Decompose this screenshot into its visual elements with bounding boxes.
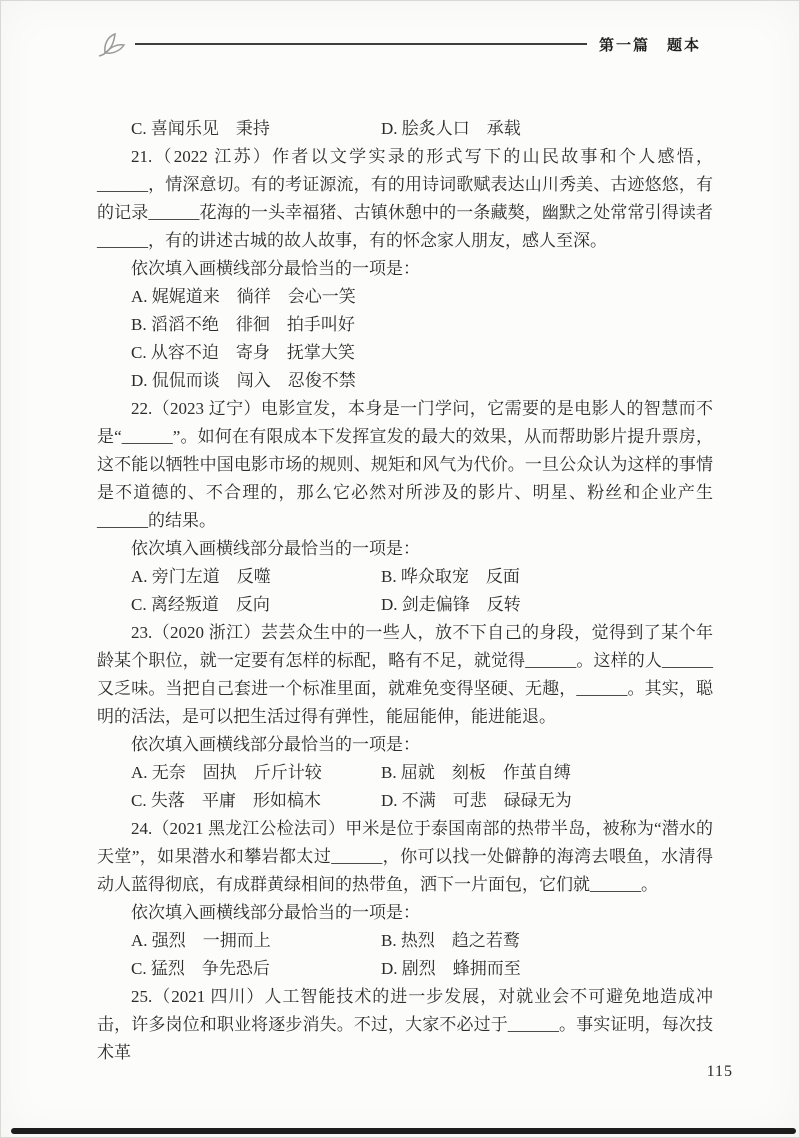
option-line: A. 强烈 一拥而上 [131,931,271,950]
question-22-options-row-1 [97,563,713,591]
option-line: A. 旁门左道 反噬 [131,567,271,586]
question-24-options-row-2 [97,955,713,983]
page-number: 115 [706,1063,733,1080]
question-24-prompt: 依次填入画横线部分最恰当的一项是： [131,903,420,922]
question-23-options-row-1 [97,759,713,787]
question-24-options-row-1 [97,927,713,955]
scan-shadow-bar [11,1128,796,1134]
page-header [95,29,701,59]
leaf-logo-icon [95,31,127,57]
question-22-stem: 22.（2023 辽宁）电影宣发，本身是一门学问，它需要的是电影人的智慧而不是“______”。如何在有限成本下发挥宣发的最大的效果，从而帮助影片提升票房，这不能以牺牲中国电影市场的规则、规矩和风气为代价。一旦公众认为这样的事情是不道德的、不合理的，那么它必然对所涉及的影片、明星、粉丝和企业产生______的结果。 [97,399,713,530]
question-25-stem-partial: 25.（2021 四川）人工智能技术的进一步发展，对就业会不可避免地造成冲击，许多岗位和职业将逐步消失。不过，大家不必过于______。事实证明，每次技术革 [97,987,713,1062]
option-line: D. 剑走偏锋 反转 [381,595,521,614]
option-line: D. 剧烈 蜂拥而至 [381,959,521,978]
question-22-prompt: 依次填入画横线部分最恰当的一项是： [131,539,420,558]
option-line: A. 娓娓道来 徜徉 会心一笑 [131,287,356,306]
header-rule [135,43,587,45]
option-line: D. 侃侃而谈 闯入 忍俊不禁 [131,371,356,390]
carryover-options-row [97,115,713,143]
option-line: D. 脍炙人口 承载 [381,119,521,138]
question-23-options-row-2 [97,787,713,815]
option-line: B. 屈就 刻板 作茧自缚 [381,763,571,782]
option-line: C. 喜闻乐见 秉持 [131,119,270,138]
question-21-prompt: 依次填入画横线部分最恰当的一项是： [131,259,420,278]
question-22-options-row-2 [97,591,713,619]
option-line: B. 热烈 趋之若鹜 [381,931,520,950]
question-21-stem: 21.（2022 江苏）作者以文学实录的形式写下的山民故事和个人感悟，______，情深意切。有的考证源流，有的用诗词歌赋表达山川秀美、古迹悠悠，有的记录______花海的一头幸福猪、古镇休憩中的一条藏獒，幽默之处常常引得读者______，有的讲述古城的故人故事，有的怀念家人朋友，感人至深。 [97,147,713,250]
option-line: B. 滔滔不绝 徘徊 拍手叫好 [131,315,355,334]
page-content [97,115,713,1067]
option-line: C. 离经叛道 反向 [131,595,270,614]
section-label: 第一篇 题本 [598,37,701,54]
option-line: A. 无奈 固执 斤斤计较 [131,763,322,782]
question-24-stem: 24.（2021 黑龙江公检法司）甲米是位于泰国南部的热带半岛，被称为“潜水的天堂”，如果潜水和攀岩都太过______，你可以找一处僻静的海湾去喂鱼，水清得动人蓝得彻底，有成群黄绿相间的热带鱼，洒下一片面包，它们就______。 [97,819,713,894]
option-line: B. 哗众取宠 反面 [381,567,520,586]
option-line: C. 从容不迫 寄身 抚掌大笑 [131,343,355,362]
question-23-prompt: 依次填入画横线部分最恰当的一项是： [131,735,420,754]
option-line: C. 失落 平庸 形如槁木 [131,791,321,810]
option-line: D. 不满 可悲 碌碌无为 [381,791,572,810]
question-23-stem: 23.（2020 浙江）芸芸众生中的一些人，放不下自己的身段，觉得到了某个年龄某个职位，就一定要有怎样的标配，略有不足，就觉得______。这样的人______又乏味。当把自己套进一个标准里面，就难免变得坚硬、无趣，______。其实，聪明的活法，是可以把生活过得有弹性，能屈能伸，能进能退。 [97,623,713,726]
option-line: C. 猛烈 争先恐后 [131,959,270,978]
